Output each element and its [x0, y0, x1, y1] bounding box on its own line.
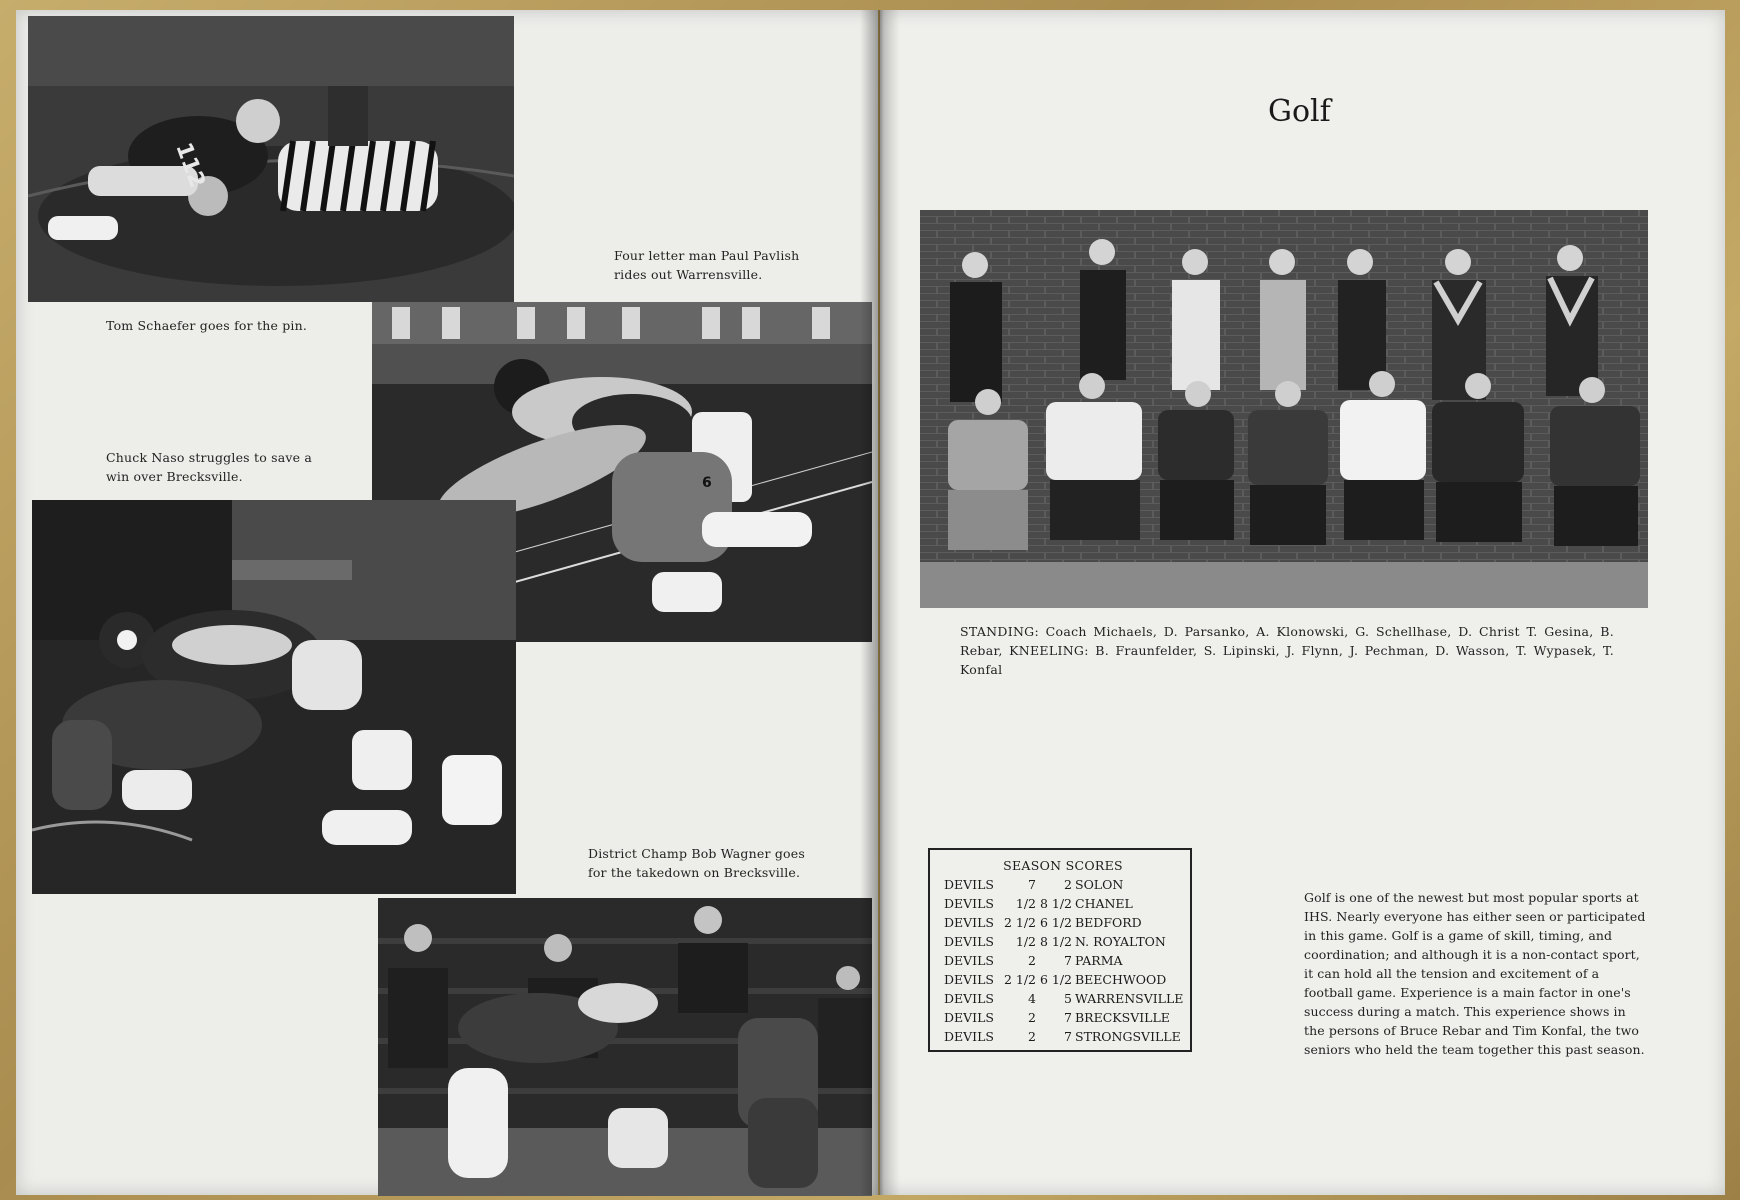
- score-opponent-points: 8 1/2: [1039, 934, 1072, 949]
- score-row: [944, 951, 1183, 970]
- score-opponent-points: 6 1/2: [1039, 915, 1072, 930]
- caption-bob-wagner: District Champ Bob Wagner goes for the takedown on Brecksville.: [588, 846, 805, 880]
- score-opponent-points: 2: [1064, 877, 1072, 892]
- caption-paul-pavlish: Four letter man Paul Pavlish rides out Warrensville.: [614, 248, 800, 282]
- season-scores-table: [944, 875, 1183, 1046]
- score-team: DEVILS: [944, 934, 994, 949]
- score-opponent-name: SOLON: [1075, 877, 1124, 892]
- score-opponent-name: BRECKSVILLE: [1075, 1010, 1170, 1025]
- score-row: [944, 894, 1183, 913]
- score-opponent-points: 6 1/2: [1039, 972, 1072, 987]
- score-row: [944, 1027, 1183, 1046]
- caption-tom-schaefer: Tom Schaefer goes for the pin.: [106, 318, 308, 333]
- golf-description: Golf is one of the newest but most popular sports at IHS. Nearly everyone has either seen or participated in this game. Golf is a game of skill, timing, and coordination; and although it is a non-contact sport, it can hold all the tension and excitement of a football game. Experience is a main factor in one's success during a match. This experience shows in the persons of Bruce Rebar and Tim Konfal, the two seniors who held the team together this past season.: [1304, 890, 1646, 1057]
- score-opponent-points: 5: [1064, 991, 1072, 1006]
- book-gutter: [860, 10, 900, 1195]
- score-team: DEVILS: [944, 991, 994, 1006]
- score-opponent-name: PARMA: [1075, 953, 1123, 968]
- score-row: [944, 913, 1183, 932]
- score-opponent-name: CHANEL: [1075, 896, 1133, 911]
- score-team: DEVILS: [944, 1010, 994, 1025]
- score-devils: 7: [1028, 877, 1036, 892]
- score-opponent-name: STRONGSVILLE: [1075, 1029, 1181, 1044]
- score-opponent-name: N. ROYALTON: [1075, 934, 1166, 949]
- wrestling-photo-pavlish: [28, 16, 514, 302]
- score-devils: 1/2: [1015, 934, 1036, 949]
- score-opponent-name: WARRENSVILLE: [1075, 991, 1184, 1006]
- score-opponent-name: BEECHWOOD: [1075, 972, 1167, 987]
- score-row: [944, 932, 1183, 951]
- score-devils: 1/2: [1015, 896, 1036, 911]
- page-title: Golf: [1268, 94, 1331, 129]
- score-row: [944, 1008, 1183, 1027]
- score-devils: 2: [1028, 953, 1036, 968]
- season-scores-header: SEASON SCORES: [1003, 858, 1123, 873]
- golf-team-photo: [920, 210, 1648, 608]
- score-team: DEVILS: [944, 896, 994, 911]
- team-roster-caption: STANDING: Coach Michaels, D. Parsanko, A. Klonowski, G. Schellhase, D. Christ T. Gesina, B. Rebar, KNEELING: B. Fraunfelder, S. Lipinski, J. Flynn, J. Pechman, D. Wasson, T. Wypasek, T. Konfal: [960, 624, 1614, 677]
- score-team: DEVILS: [944, 953, 994, 968]
- score-row: [944, 989, 1183, 1008]
- wrestling-photo-bottom: [378, 898, 872, 1196]
- score-devils: 4: [1028, 991, 1036, 1006]
- score-devils: 2 1/2: [1003, 972, 1036, 987]
- score-team: DEVILS: [944, 877, 994, 892]
- score-team: DEVILS: [944, 1029, 994, 1044]
- score-row: [944, 875, 1183, 894]
- score-team: DEVILS: [944, 915, 994, 930]
- caption-chuck-naso: Chuck Naso struggles to save a win over Brecksville.: [106, 450, 313, 484]
- score-team: DEVILS: [944, 972, 994, 987]
- season-scores-box: [928, 848, 1192, 1052]
- score-opponent-points: 8 1/2: [1039, 896, 1072, 911]
- jersey-number-112: 112: [170, 139, 210, 192]
- score-devils: 2: [1028, 1010, 1036, 1025]
- score-opponent-points: 7: [1064, 953, 1072, 968]
- score-opponent-name: BEDFORD: [1075, 915, 1142, 930]
- jersey-number-6: 6: [702, 475, 712, 491]
- score-row: [944, 970, 1183, 989]
- score-opponent-points: 7: [1064, 1010, 1072, 1025]
- score-devils: 2: [1028, 1029, 1036, 1044]
- score-devils: 2 1/2: [1003, 915, 1036, 930]
- wrestling-photo-wagner: [32, 500, 516, 894]
- score-opponent-points: 7: [1064, 1029, 1072, 1044]
